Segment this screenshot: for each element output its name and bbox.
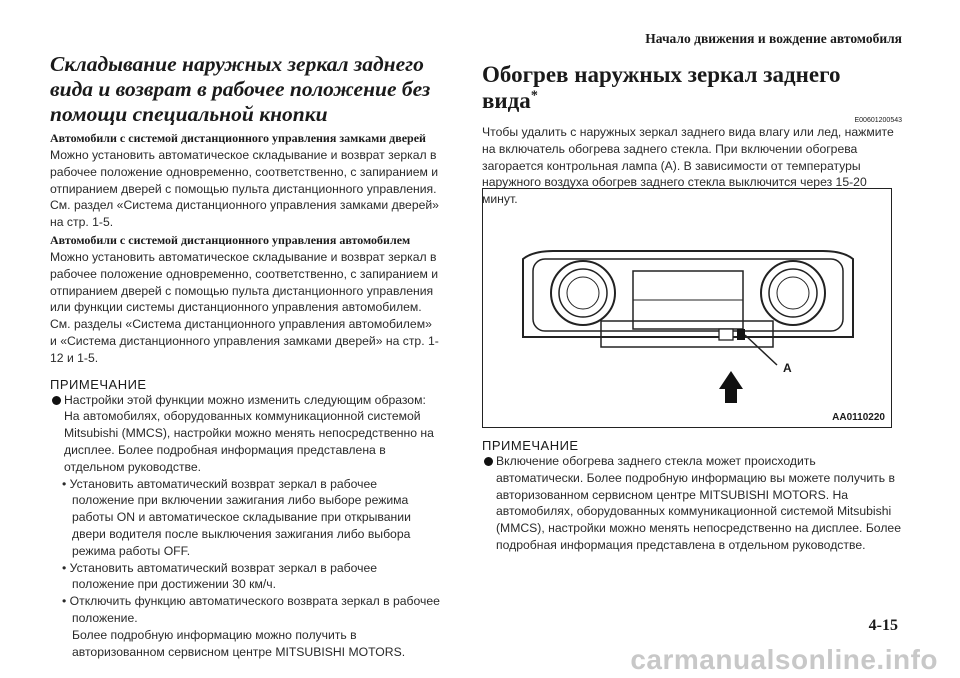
right-note [482,438,902,554]
section-code: E00601200543 [854,117,902,124]
right-heading: Обогрев наружных зеркал заднего вида* [482,62,841,113]
rear-defogger-switch [719,329,733,340]
figure-label: A [783,361,792,375]
note-item: • Установить автоматический возврат зеркал в рабочее положение при включении зажигания либо выборе режима работы ON и автоматическое складывание при открывании двери водителя после выключения зажигания либо выбора режима работы OFF. [62,476,411,558]
left-heading: Складывание наружных зеркал заднего вида и возврат в рабочее положение без помощи специальной кнопки [50,52,431,126]
right-column [482,52,902,208]
subheading-vehicle-remote: Автомобили с системой дистанционного управления автомобилем [50,232,411,247]
paragraph-door-remote: Можно установить автоматическое складывание и возврат зеркал в рабочее положение одновременно, соответственно, с запиранием и отпиранием дверей с помощью пульта дистанционного управления. См. раздел «Система дистанционного управления замками дверей» на стр. 1-5. [50,148,439,230]
note-item: • Установить автоматический возврат зеркал в рабочее положение при достижении 30 км/ч. [62,560,378,592]
section-header: Начало движения и вождение автомобиля [645,31,902,46]
optional-mark: * [530,88,538,104]
note-item: • Отключить функцию автоматического возврата зеркал в рабочее положение. [62,594,440,625]
note-title: ПРИМЕЧАНИЕ [50,376,147,392]
dashboard-drawing [483,189,891,427]
paragraph-heating: Чтобы удалить с наружных зеркал заднего вида влагу или лед, нажмите на включатель обогрева заднего стекла. При включении обогрева загорается контрольная лампа (A). В зависимости от температуры наружного воздуха обогрев заднего стекла выключится через 15-20 минут. [482,125,894,207]
up-arrow-icon [719,371,743,403]
page-number: 4-15 [868,617,898,634]
note-title: ПРИМЕЧАНИЕ [482,438,579,453]
left-column [50,52,442,660]
subheading-door-remote: Автомобили с системой дистанционного управления замками дверей [50,131,426,145]
watermark: carmanualsonline.info [630,644,938,675]
note-footer: Более подробную информацию можно получить в авторизованном сервисном центре MITSUBISHI MOTORS. [72,627,406,659]
note-bullet: Настройки этой функции можно изменить следующим образом: На автомобилях, оборудованных коммуникационной системой Mitsubishi (MMCS), настройки можно менять непосредственно на дисплее. Более подробная информация представлена в отдельном руководстве. [50,392,442,476]
figure-code: AA0110220 [832,412,885,423]
indicator-lamp [737,329,745,340]
note-bullet: Включение обогрева заднего стекла может происходить автоматически. Более подробную информацию вы можете получить в авторизованном сервисном центре MITSUBISHI MOTORS. На автомобилях, оборудованных коммуникационной системой Mitsubishi (MMCS), настройки можно менять непосредственно на дисплее. Более подробная информация представлена в отдельном руководстве. [482,453,902,554]
paragraph-vehicle-remote: Можно установить автоматическое складывание и возврат зеркал в рабочее положение одновременно, соответственно, с запиранием и отпиранием дверей с помощью пульта дистанционного управления или функции системы дистанционного управления автомобилем. См. разделы «Система дистанционного управления автомобилем» и «Система дистанционного управления замками дверей» на стр. 1-12 и 1-5. [50,249,439,365]
dashboard-illustration [482,188,892,428]
